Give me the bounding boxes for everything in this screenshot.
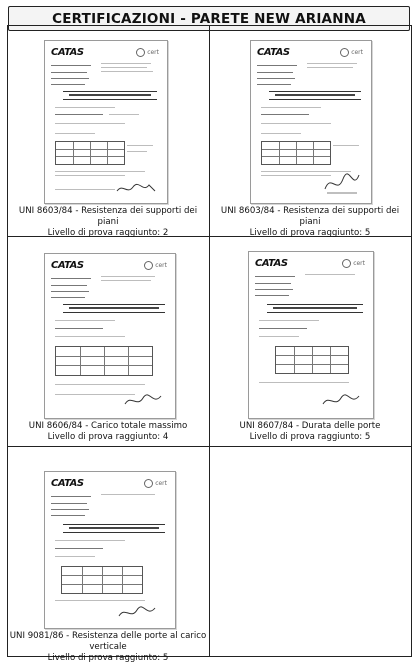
certification-mark-icon: cert: [342, 259, 365, 268]
certificate-card: [8, 237, 208, 447]
certificate-card: [8, 26, 208, 236]
test-title: UNI 8607/84 - Durata delle porte: [239, 421, 381, 431]
catas-logo: CATAS: [51, 47, 84, 58]
certifications-page: [2, 2, 413, 663]
catas-logo: CATAS: [51, 478, 84, 489]
certificate-caption: [8, 206, 208, 239]
catas-logo: CATAS: [255, 258, 288, 269]
certificates-grid: [7, 25, 412, 663]
certificate-card: [210, 26, 410, 236]
test-level: Livello di prova raggiunto: 5: [249, 432, 371, 442]
test-level: Livello di prova raggiunto: 2: [47, 228, 169, 238]
test-title: UNI 8606/84 - Carico totale massimo: [28, 421, 188, 431]
certificate-document-image: [250, 40, 372, 204]
certificate-caption: [210, 421, 410, 443]
catas-logo: CATAS: [51, 260, 84, 271]
test-level: Livello di prova raggiunto: 4: [47, 432, 169, 442]
certificate-caption: [8, 631, 208, 664]
certificate-document-image: [44, 471, 176, 629]
test-level: Livello di prova raggiunto: 5: [249, 228, 371, 238]
test-title: UNI 8603/84 - Resistenza dei supporti dei piani: [18, 206, 198, 227]
certificate-card: [8, 447, 208, 663]
certification-mark-icon: cert: [144, 261, 167, 270]
page-title: CERTIFICAZIONI - PARETE NEW ARIANNA: [8, 6, 410, 31]
certification-mark-icon: cert: [136, 48, 159, 57]
signature-image: [117, 604, 161, 624]
test-title: UNI 9081/86 - Resistenza delle porte al carico verticale: [9, 631, 207, 652]
signature-image: [321, 169, 365, 199]
certification-mark-icon: cert: [144, 479, 167, 488]
certificate-card: [210, 237, 410, 447]
catas-logo: CATAS: [257, 47, 290, 58]
signature-image: [115, 181, 159, 197]
test-title: UNI 8603/84 - Resistenza dei supporti dei piani: [220, 206, 400, 227]
certificate-document-image: [248, 251, 374, 419]
signature-image: [321, 392, 365, 412]
certificate-caption: [8, 421, 208, 443]
certificate-document-image: [44, 40, 168, 204]
certificate-caption: [210, 206, 410, 239]
test-level: Livello di prova raggiunto: 5: [47, 653, 169, 663]
signature-image: [123, 390, 167, 412]
certification-mark-icon: cert: [340, 48, 363, 57]
certificate-document-image: [44, 253, 176, 419]
